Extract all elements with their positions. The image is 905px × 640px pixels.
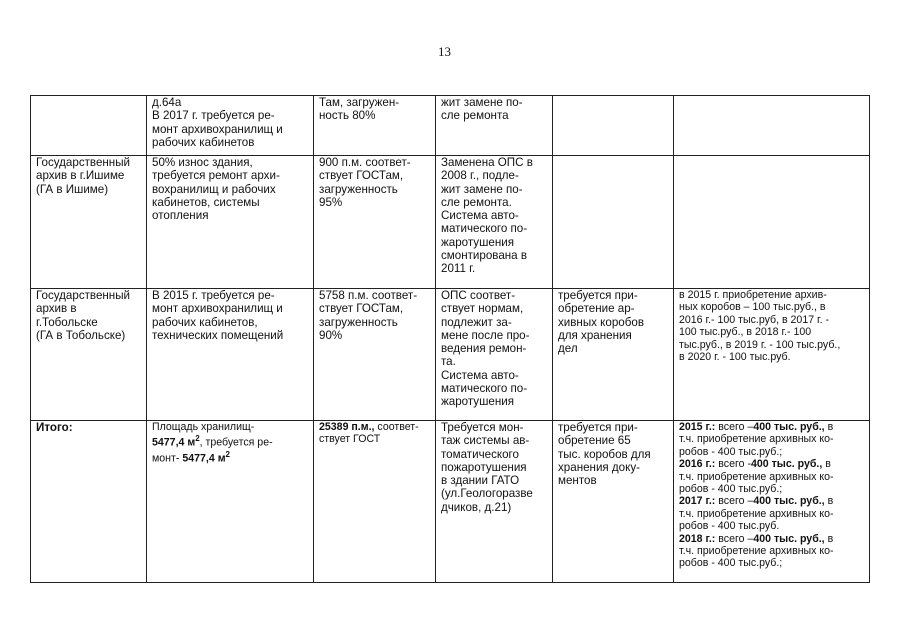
- table-cell: требуется при- обретение ар- хивных коробов для хранения дел: [553, 289, 674, 421]
- table-cell: д.64а В 2017 г. требуется ре- монт архивохранилищ и рабочих кабинетов: [147, 96, 314, 156]
- table-row: [31, 156, 870, 289]
- page-number: 13: [438, 44, 451, 59]
- table-cell: требуется при- обретение 65 тыс. коробов для хранения доку- ментов: [553, 421, 674, 583]
- table-cell: 50% износ здания, требуется ремонт архи- вохранилищ и рабочих кабинетов, системы отопления: [147, 156, 314, 289]
- table-row: [31, 421, 870, 583]
- table-cell: Итого:: [31, 421, 147, 583]
- table-cell: жит замене по- сле ремонта: [436, 96, 553, 156]
- table-cell: 25389 п.м., соответ- ствует ГОСТ: [314, 421, 436, 583]
- table-cell: ОПС соответ- ствует нормам, подлежит за- мене после про- ведения ремон- та. Система авто- матического по- жаротушения: [436, 289, 553, 421]
- table-cell: [674, 156, 870, 289]
- archive-table: [30, 95, 870, 583]
- table-cell: Государственный архив в г.Тобольске (ГА в Тобольске): [31, 289, 147, 421]
- table-cell: [31, 96, 147, 156]
- table-cell: Площадь хранилищ- 5477,4 $м^2$, требуется ре- монт- 5477,4 $м^2$: [147, 421, 314, 583]
- table-cell: 900 п.м. соответ- ствует ГОСТам, загруженность 95%: [314, 156, 436, 289]
- table-cell: в 2015 г. приобретение архив- ных коробов – 100 тыс.руб., в 2016 г.- 100 тыс.руб, в 2017 г. - 100 тыс.руб., в 2018 г.- 100 тыс.руб., в 2019 г. - 100 тыс.руб., в 2020 г. - 100 тыс.руб.: [674, 289, 870, 421]
- table-row: [31, 289, 870, 421]
- table-cell: Государственный архив в г.Ишиме (ГА в Ишиме): [31, 156, 147, 289]
- table-cell: 2015 г.: всего –400 тыс. руб., в т.ч. приобретение архивных ко- робов - 400 тыс.руб.; 2016 г.: всего -400 тыс. руб., в т.ч. приобретение архивных ко- робов - 400 тыс.руб.; 2017 г.: всего –400 тыс. руб., в т.ч. приобретение архивных ко- робов - 400 тыс.руб. 2018 г.: всего –400 тыс. руб., в т.ч. приобретение архивных ко- робов - 400 тыс.руб.;: [674, 421, 870, 583]
- table-cell: [553, 96, 674, 156]
- table-cell: [674, 96, 870, 156]
- table-cell: В 2015 г. требуется ре- монт архивохранилищ и рабочих кабинетов, технических помещений: [147, 289, 314, 421]
- table-cell: [553, 156, 674, 289]
- table-cell: Требуется мон- таж системы ав- томатического пожаротушения в здании ГАТО (ул.Геологоразве дчиков, д.21): [436, 421, 553, 583]
- table-cell: Заменена ОПС в 2008 г., подле- жит замене по- сле ремонта. Система авто- матического по- жаротушения смонтирована в 2011 г.: [436, 156, 553, 289]
- table-cell: Там, загружен- ность 80%: [314, 96, 436, 156]
- table-cell: 5758 п.м. соответ- ствует ГОСТам, загруженность 90%: [314, 289, 436, 421]
- table-row: [31, 96, 870, 156]
